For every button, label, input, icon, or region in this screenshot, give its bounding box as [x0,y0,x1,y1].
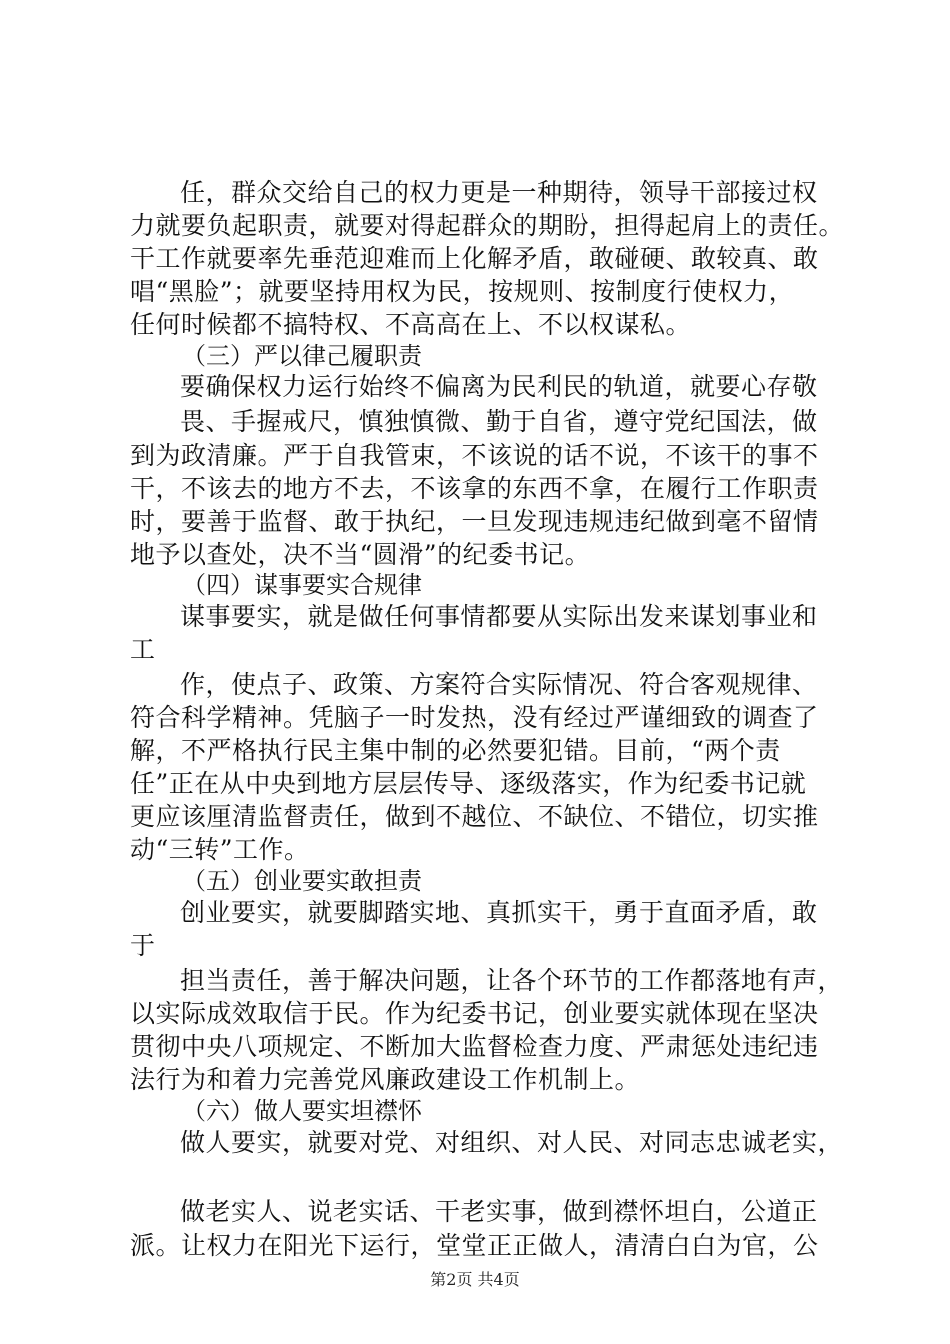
text-line: 唱“黑脸”；就要坚持用权为民，按规则、按制度行使权力， [130,277,795,306]
text-line: 担当责任，善于解决问题，让各个环节的工作都落地有声， [180,966,844,995]
text-line: 贯彻中央八项规定、不断加大监督检查力度、严肃惩处违纪违 [130,1032,819,1061]
text-line: 符合科学精神。凭脑子一时发热，没有经过严谨细致的调查了 [130,703,819,732]
text-line: 任”正在从中央到地方层层传导、逐级落实，作为纪委书记就 [130,769,807,798]
text-line: 干工作就要率先垂范迎难而上化解矛盾，敢碰硬、敢较真、敢 [130,244,819,273]
section-heading: （四）谋事要实合规律 [182,571,422,599]
text-line: 谋事要实，就是做任何事情都要从实际出发来谋划事业和 [180,602,818,631]
text-line: 干，不该去的地方不去，不该拿的东西不拿，在履行工作职责 [130,474,819,503]
page-footer: 第2页 共4页 [430,1270,520,1289]
text-line: 地予以查处，决不当“圆滑”的纪委书记。 [130,540,591,569]
text-line: 作，使点子、政策、方案符合实际情况、符合客观规律、 [180,670,818,699]
section-heading: （三）严以律己履职责 [182,342,422,370]
text-line: 创业要实，就要脚踏实地、真抓实干，勇于直面矛盾，敢 [180,898,818,927]
text-line: 任何时候都不搞特权、不高高在上、不以权谋私。 [130,310,692,339]
text-line: 做老实人、说老实话、干老实事，做到襟怀坦白，公道正 [180,1197,818,1226]
text-line: 派。让权力在阳光下运行，堂堂正正做人，清清白白为官，公 [130,1231,819,1260]
text-line: 要确保权力运行始终不偏离为民利民的轨道，就要心存敬 [180,372,818,401]
text-line: 于 [130,931,156,960]
text-line: 以实际成效取信于民。作为纪委书记，创业要实就体现在坚决 [130,999,819,1028]
text-line: 动“三转”工作。 [130,835,310,864]
text-line: 工 [130,635,156,664]
text-line: 更应该厘清监督责任，做到不越位、不缺位、不错位，切实推 [130,802,819,831]
text-line: 力就要负起职责，就要对得起群众的期盼，担得起肩上的责任。 [130,211,845,240]
text-line: 任，群众交给自己的权力更是一种期待，领导干部接过权 [180,178,818,207]
text-line: 畏、手握戒尺，慎独慎微、勤于自省，遵守党纪国法，做 [180,407,818,436]
section-heading: （五）创业要实敢担责 [182,867,422,895]
text-line: 法行为和着力完善党风廉政建设工作机制上。 [130,1065,641,1094]
text-line: 到为政清廉。严于自我管束，不该说的话不说，不该干的事不 [130,441,819,470]
text-line: 时，要善于监督、敢于执纪，一旦发现违规违纪做到毫不留情 [130,507,819,536]
text-line: 做人要实，就要对党、对组织、对人民、对同志忠诚老实， [180,1128,844,1157]
text-line: 解，不严格执行民主集中制的必然要犯错。目前，“两个责 [130,736,781,765]
section-heading: （六）做人要实坦襟怀 [182,1097,422,1125]
